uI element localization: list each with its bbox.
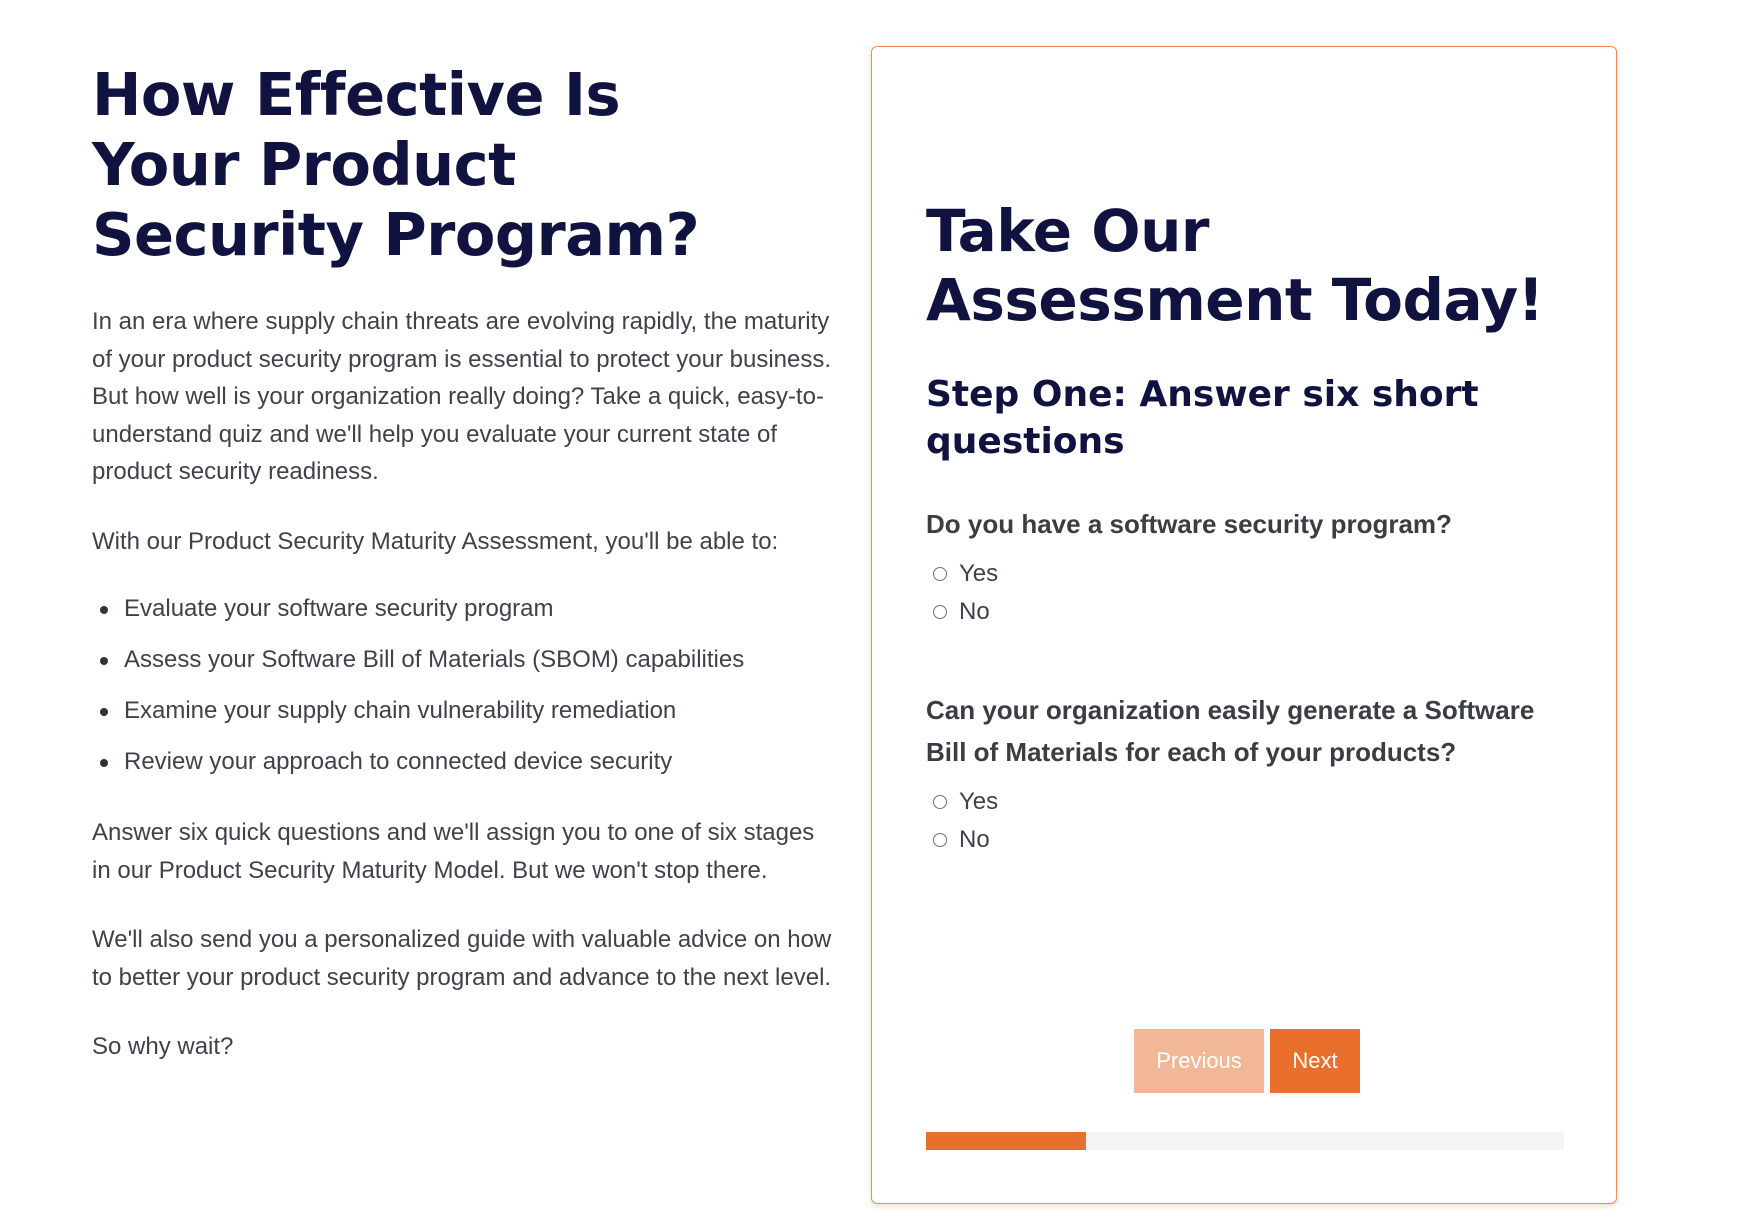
- form-navigation: [872, 1029, 1616, 1093]
- list-item-text: Assess your Software Bill of Materials (SBOM) capabilities: [124, 646, 745, 673]
- option-label: Yes: [959, 560, 999, 587]
- cta-text: So why wait?: [92, 1033, 234, 1060]
- radio-button[interactable]: [933, 567, 947, 581]
- intro-section: [92, 60, 837, 1066]
- page-title: How Effective Is Your Product Security Program?: [92, 60, 700, 269]
- bullet-dot-icon: [100, 657, 108, 665]
- radio-button[interactable]: [933, 833, 947, 847]
- option-label: Yes: [959, 788, 999, 815]
- list-item-text: Evaluate your software security program: [124, 595, 554, 622]
- card-title: Take Our Assessment Today!: [926, 197, 1544, 334]
- step-heading: Step One: Answer six short questions: [926, 374, 1479, 462]
- list-item: [92, 641, 837, 678]
- list-item: [92, 743, 837, 780]
- next-button[interactable]: Next: [1270, 1029, 1360, 1093]
- radio-group: [926, 783, 1566, 859]
- bullet-dot-icon: [100, 759, 108, 767]
- list-item: [92, 692, 837, 729]
- progress-bar-fill: [926, 1132, 1086, 1150]
- list-item: [92, 590, 837, 627]
- option-label: No: [959, 826, 990, 853]
- bullet-dot-icon: [100, 606, 108, 614]
- radio-option-yes[interactable]: [926, 555, 1566, 593]
- list-item-text: Review your approach to connected device security: [124, 748, 673, 775]
- radio-option-no[interactable]: [926, 821, 1566, 859]
- assessment-form: [926, 197, 1566, 859]
- question-label: Do you have a software security program?: [926, 509, 1452, 539]
- lead-paragraph: With our Product Security Maturity Assessment, you'll be able to:: [92, 527, 779, 555]
- question-label: Can your organization easily generate a Software Bill of Materials for each of your products?: [926, 695, 1535, 767]
- intro-paragraph: In an era where supply chain threats are evolving rapidly, the maturity of your product security program is essential to protect your business. But how well is your organization really doing? Take a quick, easy-to-understand quiz and we'll help you evaluate your current state of product security readiness.: [92, 308, 832, 485]
- bullet-dot-icon: [100, 708, 108, 716]
- list-item-text: Examine your supply chain vulnerability remediation: [124, 697, 677, 724]
- radio-option-yes[interactable]: [926, 783, 1566, 821]
- radio-option-no[interactable]: [926, 593, 1566, 631]
- assessment-card: [871, 46, 1617, 1204]
- previous-button[interactable]: Previous: [1134, 1029, 1264, 1093]
- radio-button[interactable]: [933, 795, 947, 809]
- question-2: [926, 689, 1566, 859]
- question-1: [926, 503, 1566, 631]
- option-label: No: [959, 598, 990, 625]
- maturity-paragraph: Answer six quick questions and we'll assign you to one of six stages in our Product Security Maturity Model. But we won't stop there.: [92, 819, 815, 884]
- benefits-list: [92, 590, 837, 780]
- radio-button[interactable]: [933, 605, 947, 619]
- guide-paragraph: We'll also send you a personalized guide with valuable advice on how to better your product security program and advance to the next level.: [92, 926, 832, 991]
- progress-bar: [926, 1132, 1564, 1150]
- radio-group: [926, 555, 1566, 631]
